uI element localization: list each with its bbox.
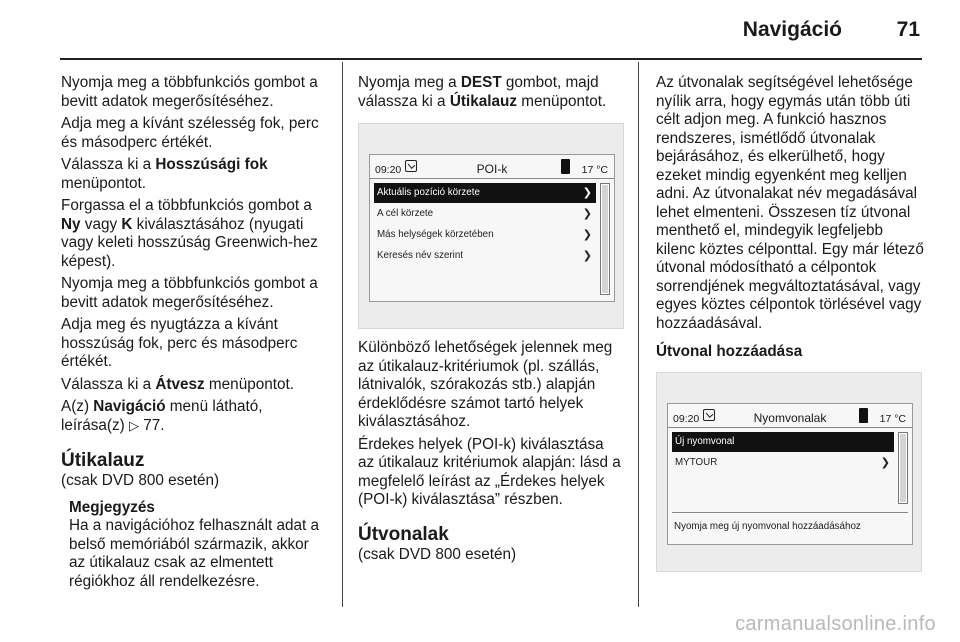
scrollbar[interactable] [898, 432, 908, 504]
phone-icon [859, 408, 868, 423]
screen-title: POI-k [476, 162, 508, 176]
poi-screen-image [358, 123, 624, 329]
menu-item-label: Új nyomvonal [675, 435, 735, 447]
paragraph: Adja meg és nyugtázza a kívánt hosszúság fok, perc és másodperc értékét. [61, 316, 298, 370]
page-header [0, 0, 960, 58]
text: menü látható, leírása(z) [61, 398, 263, 434]
column-divider [638, 62, 639, 607]
section-heading-utvonalak: Útvonalak [358, 523, 449, 545]
display-screen [369, 154, 615, 302]
routes-screen-image [656, 372, 922, 572]
paragraph: Nyomja meg a többfunkciós gombot a bevitt adatok megerősítéséhez. [61, 74, 318, 110]
paragraph [61, 376, 329, 395]
paragraph [61, 197, 329, 271]
text: kiválasztásához (nyugati vagy keleti hosszúság Greenwich-hez képest). [61, 215, 318, 270]
menu-term: K [121, 215, 133, 233]
menu-item-destination-area[interactable] [374, 204, 596, 224]
note-title: Megjegyzés [69, 498, 155, 516]
button-term: DEST [460, 74, 502, 91]
chevron-right-icon: ❯ [582, 208, 592, 220]
temperature: 17 °C [879, 412, 906, 425]
paragraph [358, 74, 624, 111]
menu-term: Navigáció [93, 398, 166, 415]
menu-term: Ny [61, 215, 81, 233]
text: menüpontot. [516, 92, 607, 110]
section-heading-utikalauz: Útikalauz [61, 450, 145, 471]
menu-item-other-locations[interactable] [374, 225, 596, 245]
clock-time: 09:20 [375, 164, 402, 176]
text: gombot, majd válassza ki a [358, 74, 599, 110]
screen-hint-text: Nyomja meg új nyomvonal hozzáadásához [672, 512, 908, 540]
paragraph: Az útvonalak segítségével lehetősége nyílik arra, hogy egymás után több úti célt adjon meg. A funkció hasznos rendszeres, ismétlődő útvonalak bejárásához, és elkerülhető, hogy ezeket mindig egyenként meg kelljen adni. Az útvonalakat név megadásával lehet elmenteni. Összesen tíz útvonal menthető el, mindegyik legfeljebb kilenc köztes célponttal. Egy már létező útvonal módosítható a célpontok sorrendjének megváltoztatásával, vagy egyes köztes célpontok törlésével vagy hozzáadásával. [656, 74, 924, 332]
menu-term: Hosszúsági fok [155, 156, 268, 173]
status-bar [668, 404, 912, 428]
column-1 [61, 74, 329, 591]
text: Válassza ki a [61, 375, 156, 393]
page-number: 71 [896, 18, 920, 41]
display-screen [667, 403, 913, 545]
text: menüpontot. [204, 375, 294, 393]
page-title: Navigáció [742, 18, 842, 41]
menu-item-label: MYTOUR [675, 456, 718, 468]
note-box [61, 499, 329, 592]
chevron-right-icon: ❯ [582, 187, 592, 199]
chevron-right-icon: ❯ [880, 456, 890, 469]
note-text: Ha a navigációhoz felhasznált adat a belső memóriából származik, akkor az útikalauz csak az elmentett régiókhoz áll rendelkezésre. [69, 517, 320, 590]
menu-item-search-by-name[interactable] [374, 246, 596, 266]
paragraph: Adja meg a kívánt szélesség fok, perc és másodperc értékét. [61, 115, 319, 151]
chevron-right-icon: ❯ [582, 229, 592, 241]
menu-item-new-route[interactable] [672, 432, 894, 452]
section-subtitle: (csak DVD 800 esetén) [61, 472, 220, 489]
paragraph [61, 398, 329, 436]
column-2 [358, 74, 624, 572]
menu-list [374, 183, 596, 267]
paragraph: Érdekes helyek (POI-k) kiválasztása az útikalauz kritériumok alapján: lásd a megfelelő leírást az „Érdekes helyek (POI-k) kiválasztása” részben. [358, 435, 621, 508]
menu-item-label: Aktuális pozíció körzete [377, 187, 480, 198]
menu-term: Útikalauz [449, 92, 517, 110]
menu-item-current-position[interactable] [374, 183, 596, 203]
phone-icon [561, 159, 570, 174]
section-subtitle: (csak DVD 800 esetén) [358, 545, 517, 563]
text: vagy [80, 215, 122, 233]
column-3 [656, 74, 924, 572]
page-ref-arrow-icon[interactable]: ▷ [129, 418, 139, 434]
paragraph: Nyomja meg a többfunkciós gombot a bevitt adatok megerősítéséhez. [61, 275, 318, 311]
status-bar [370, 155, 614, 179]
section-heading-add-route: Útvonal hozzáadása [656, 343, 803, 360]
watermark: carmanualsonline.info [735, 613, 936, 635]
scrollbar[interactable] [600, 183, 610, 295]
scrollbar-thumb[interactable] [900, 434, 906, 502]
text: menüpontot. [61, 174, 147, 192]
paragraph: Különböző lehetőségek jelennek meg az útikalauz-kritériumok (pl. szállás, látnivalók, szórakozás stb.) alapján érdeklődésre számot tartó helyek kiválasztásához. [358, 339, 613, 430]
text: Nyomja meg a [358, 74, 461, 91]
header-rule [60, 58, 922, 60]
paragraph [61, 156, 329, 193]
screen-title: Nyomvonalak [753, 410, 827, 425]
clock-time: 09:20 [673, 412, 700, 425]
text: Válassza ki a [61, 156, 156, 173]
chevron-right-icon: ❯ [582, 250, 592, 262]
menu-item-label: Más helységek körzetében [377, 229, 494, 240]
temperature: 17 °C [581, 164, 608, 176]
menu-item-label: A cél körzete [377, 208, 434, 219]
menu-item-label: Keresés név szerint [377, 250, 464, 261]
text: Forgassa el a többfunkciós gombot a [61, 197, 312, 214]
scrollbar-thumb[interactable] [602, 185, 608, 293]
column-divider [342, 62, 343, 607]
text: A(z) [61, 398, 94, 415]
menu-term: Átvesz [155, 375, 205, 393]
menu-item-mytour[interactable] [672, 453, 894, 473]
page-ref-link[interactable]: 77. [139, 416, 165, 434]
menu-list [672, 432, 894, 474]
